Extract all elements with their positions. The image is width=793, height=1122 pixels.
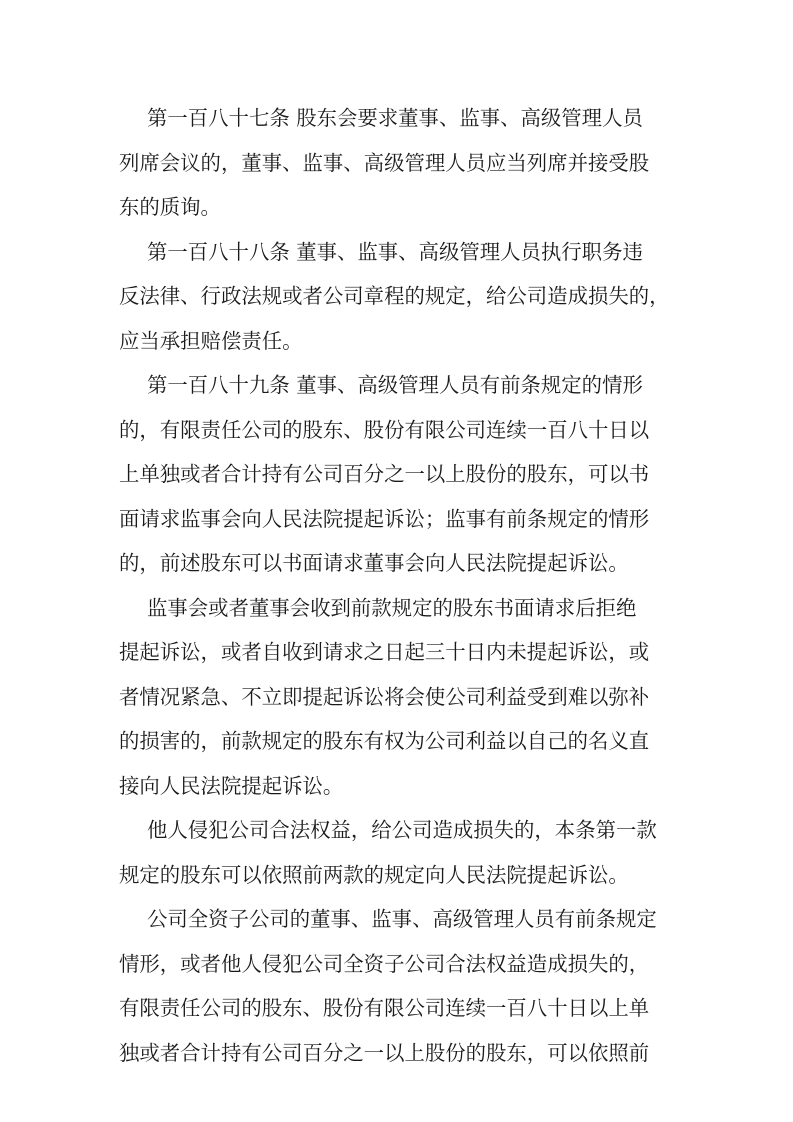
text-line: 第一百八十八条 董事、监事、高级管理人员执行职务违 bbox=[147, 239, 643, 264]
text-line: 接向人民法院提起诉讼。 bbox=[119, 773, 344, 798]
paragraph-article-189-clause-2 bbox=[119, 586, 675, 809]
text-line: 有限责任公司的股东、股份有限公司连续一百八十日以上单 bbox=[119, 996, 650, 1020]
text-line: 第一百八十七条 股东会要求董事、监事、高级管理人员 bbox=[147, 106, 643, 130]
text-line: 监事会或者董事会收到前款规定的股东书面请求后拒绝 bbox=[147, 595, 637, 620]
text-line: 的，前述股东可以书面请求董事会向人民法院提起诉讼。 bbox=[119, 551, 629, 575]
text-line: 的，有限责任公司的股东、股份有限公司连续一百八十日以 bbox=[119, 417, 650, 442]
text-line: 东的质询。 bbox=[119, 195, 221, 219]
text-line: 的损害的，前款规定的股东有权为公司利益以自己的名义直 bbox=[119, 729, 650, 753]
text-line: 提起诉讼，或者自收到请求之日起三十日内未提起诉讼，或 bbox=[119, 640, 650, 664]
paragraph-article-189-clause-3 bbox=[119, 808, 675, 897]
text-line: 独或者合计持有公司百分之一以上股份的股东，可以依照前 bbox=[119, 1040, 650, 1065]
text-line: 他人侵犯公司合法权益，给公司造成损失的，本条第一款 bbox=[147, 818, 657, 842]
text-line: 面请求监事会向人民法院提起诉讼；监事有前条规定的情形 bbox=[119, 506, 650, 531]
text-line: 应当承担赔偿责任。 bbox=[119, 328, 303, 353]
paragraph-article-188 bbox=[119, 230, 675, 364]
text-line: 规定的股东可以依照前两款的规定向人民法院提起诉讼。 bbox=[119, 862, 629, 887]
paragraph-article-189 bbox=[119, 363, 675, 586]
paragraph-article-187 bbox=[119, 96, 675, 230]
text-line: 上单独或者合计持有公司百分之一以上股份的股东，可以书 bbox=[119, 462, 650, 486]
text-line: 列席会议的，董事、监事、高级管理人员应当列席并接受股 bbox=[119, 150, 650, 175]
paragraph-article-189-clause-4 bbox=[119, 897, 675, 1075]
text-line: 情形，或者他人侵犯公司全资子公司合法权益造成损失的， bbox=[119, 951, 650, 976]
text-line: 反法律、行政法规或者公司章程的规定，给公司造成损失的， bbox=[119, 284, 670, 308]
document-body bbox=[119, 96, 675, 1075]
text-line: 者情况紧急、不立即提起诉讼将会使公司利益受到难以弥补 bbox=[119, 684, 650, 709]
text-line: 公司全资子公司的董事、监事、高级管理人员有前条规定 bbox=[147, 907, 657, 931]
text-line: 第一百八十九条 董事、高级管理人员有前条规定的情形 bbox=[147, 373, 643, 397]
